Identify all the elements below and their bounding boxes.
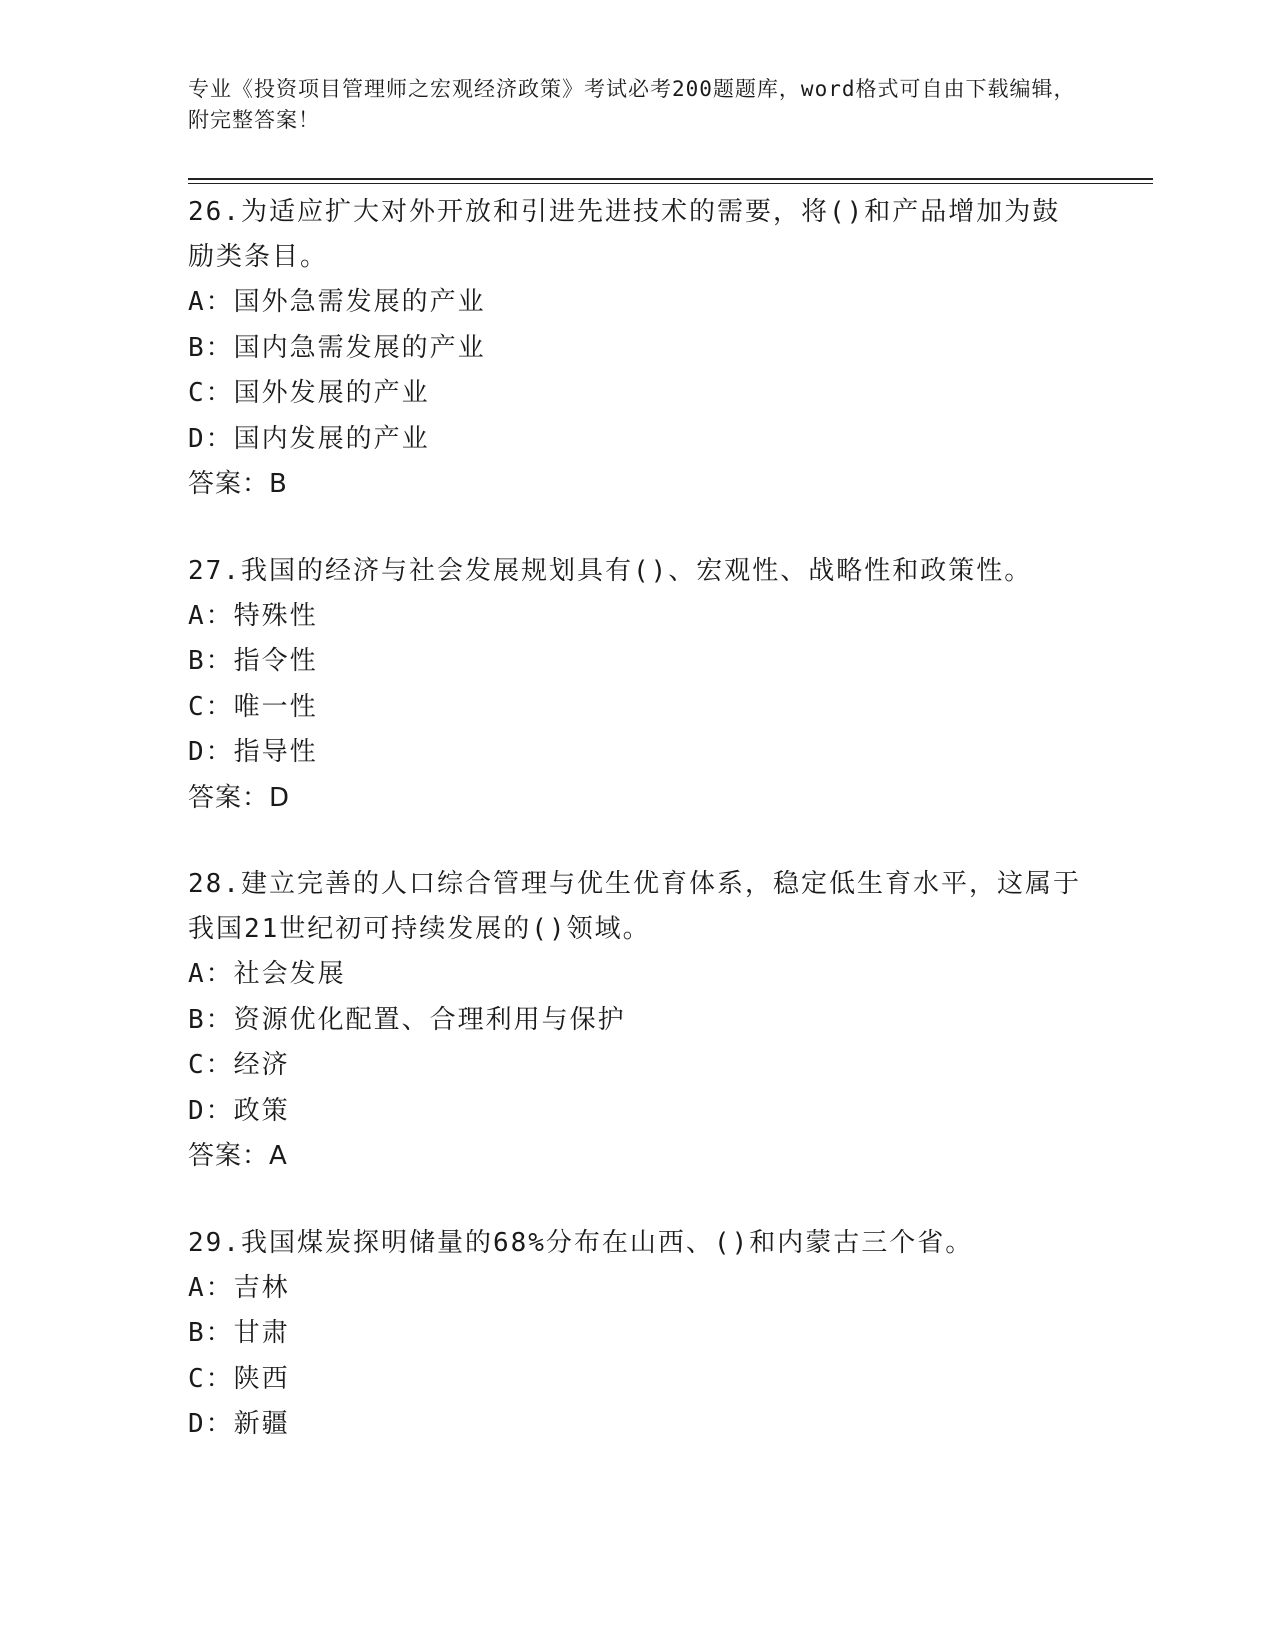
question-list — [188, 190, 1088, 1489]
question-stem: 27.我国的经济与社会发展规划具有()、宏观性、战略性和政策性。 — [188, 555, 1033, 586]
option-d: D：国内发展的产业 — [188, 423, 430, 454]
option-c: C：经济 — [188, 1050, 290, 1080]
header-divider-thick — [188, 178, 1153, 180]
option-c: C：国外发展的产业 — [188, 378, 430, 408]
question-26 — [188, 190, 1088, 508]
question-27 — [188, 549, 1088, 822]
question-29 — [188, 1221, 1088, 1448]
option-b: B：指令性 — [188, 646, 318, 676]
question-stem: 28.建立完善的人口综合管理与优生优育体系，稳定低生育水平，这属于我国21世纪初可持续发展的()领域。 — [188, 869, 1081, 944]
option-c: C：陕西 — [188, 1363, 290, 1394]
option-b: B：国内急需发展的产业 — [188, 332, 486, 363]
option-a: A：国外急需发展的产业 — [188, 287, 486, 317]
question-stem: 29.我国煤炭探明储量的68%分布在山西、()和内蒙古三个省。 — [188, 1227, 974, 1258]
option-b: B：资源优化配置、合理利用与保护 — [188, 1004, 626, 1035]
document-header: 专业《投资项目管理师之宏观经济政策》考试必考200题题库，word格式可自由下载编辑，附完整答案！ — [188, 77, 1076, 132]
option-b: B：甘肃 — [188, 1318, 290, 1348]
option-a: A：吉林 — [188, 1272, 290, 1303]
answer: 答案：B — [188, 469, 288, 499]
answer: 答案：D — [188, 782, 291, 813]
option-d: D：政策 — [188, 1095, 290, 1126]
option-d: D：指导性 — [188, 737, 318, 767]
option-c: C：唯一性 — [188, 691, 318, 722]
header-divider-thin — [188, 183, 1153, 184]
option-a: A：特殊性 — [188, 600, 318, 631]
option-d: D：新疆 — [188, 1409, 290, 1439]
question-28 — [188, 862, 1088, 1180]
option-a: A：社会发展 — [188, 959, 346, 989]
answer: 答案：A — [188, 1141, 288, 1171]
question-stem: 26.为适应扩大对外开放和引进先进技术的需要，将()和产品增加为鼓励类条目。 — [188, 197, 1061, 272]
